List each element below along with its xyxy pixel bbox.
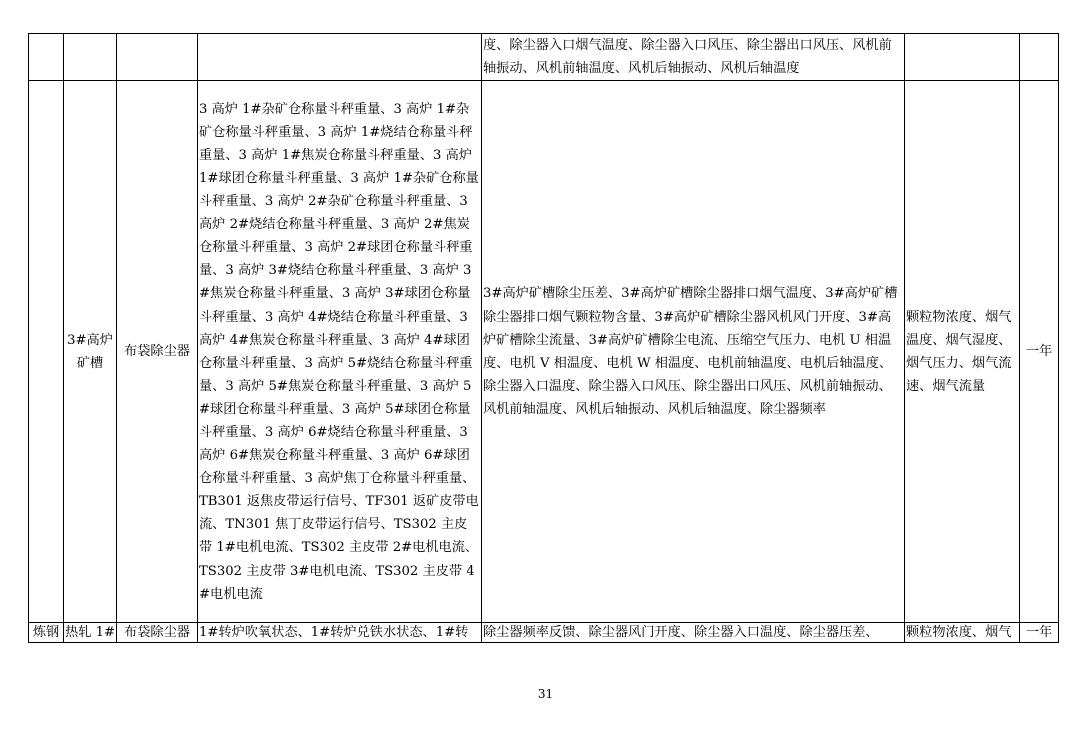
- source-cell: 3#高炉矿槽: [64, 81, 117, 623]
- process-cell: [29, 81, 64, 623]
- facility-cell: 布袋除尘器: [117, 81, 198, 623]
- emission-params-cell: 颗粒物浓度、烟气: [905, 623, 1020, 643]
- production-params-cell: 3 高炉 1#杂矿仓称量斗秤重量、3 高炉 1#杂矿仓称量斗秤重量、3 高炉 1#烧结仓称量斗秤重量、3 高炉 1#焦炭仓称量斗秤重量、3 高炉 1#球团仓称量斗秤重量、3 高炉 1#杂矿仓称量斗秤重量、3 高炉 2#杂矿仓称量斗秤重量、3 高炉 2#烧结仓称量斗秤重量、3 高炉 2#焦炭仓称量斗秤重量、3 高炉 2#球团仓称量斗秤重量、3 高炉 3#烧结仓称量斗秤重量、3 高炉 3#焦炭仓称量斗秤重量、3 高炉 3#球团仓称量斗秤重量、3 高炉 4#烧结仓称量斗秤重量、3 高炉 4#焦炭仓称量斗秤重量、3 高炉 4#球团仓称量斗秤重量、3 高炉 5#烧结仓称量斗秤重量、3 高炉 5#焦炭仓称量斗秤重量、3 高炉 5#球团仓称量斗秤重量、3 高炉 5#球团仓称量斗秤重量、3 高炉 6#烧结仓称量斗秤重量、3 高炉 6#焦炭仓称量斗秤重量、3 高炉 6#球团仓称量斗秤重量、3 高炉焦丁仓称量斗秤重量、TB301 返焦皮带运行信号、TF301 返矿皮带电流、TN301 焦丁皮带运行信号、TS302 主皮带 1#电机电流、TS302 主皮带 2#电机电流、TS302 主皮带 3#电机电流、TS302 主皮带 4#电机电流: [198, 81, 482, 623]
- retention-cell: 一年: [1020, 81, 1059, 623]
- monitoring-parameters-table: [28, 33, 1059, 643]
- table-row-continued: [29, 34, 1059, 81]
- source-cell: 热轧 1#: [64, 623, 117, 643]
- treatment-params-cell: 3#高炉矿槽除尘压差、3#高炉矿槽除尘器排口烟气温度、3#高炉矿槽除尘器排口烟气颗粒物含量、3#高炉矿槽除尘器风机风门开度、3#高炉矿槽除尘流量、3#高炉矿槽除尘电流、压缩空气压力、电机 U 相温度、电机 V 相温度、电机 W 相温度、电机前轴温度、电机后轴温度、除尘器入口温度、除尘器入口风压、除尘器出口风压、风机前轴振动、风机前轴温度、风机后轴振动、风机后轴温度、除尘器频率: [482, 81, 905, 623]
- production-params-cell: [198, 34, 482, 81]
- production-params-cell: 1#转炉吹氧状态、1#转炉兑铁水状态、1#转: [198, 623, 482, 643]
- page-number: 31: [537, 687, 554, 701]
- emission-params-cell: [905, 34, 1020, 81]
- source-cell: [64, 34, 117, 81]
- retention-cell: 一年: [1020, 623, 1059, 643]
- retention-cell: [1020, 34, 1059, 81]
- treatment-params-cell: 度、除尘器入口烟气温度、除尘器入口风压、除尘器出口风压、风机前轴振动、风机前轴温度、风机后轴振动、风机后轴温度: [482, 34, 905, 81]
- table-row-steelmaking: [29, 623, 1059, 643]
- treatment-params-cell: 除尘器频率反馈、除尘器风门开度、除尘器入口温度、除尘器压差、: [482, 623, 905, 643]
- facility-cell: [117, 34, 198, 81]
- emission-params-cell: 颗粒物浓度、烟气温度、烟气湿度、烟气压力、烟气流速、烟气流量: [905, 81, 1020, 623]
- process-cell: 炼钢: [29, 623, 64, 643]
- process-cell: [29, 34, 64, 81]
- table-row-blast-furnace: [29, 81, 1059, 623]
- facility-cell: 布袋除尘器: [117, 623, 198, 643]
